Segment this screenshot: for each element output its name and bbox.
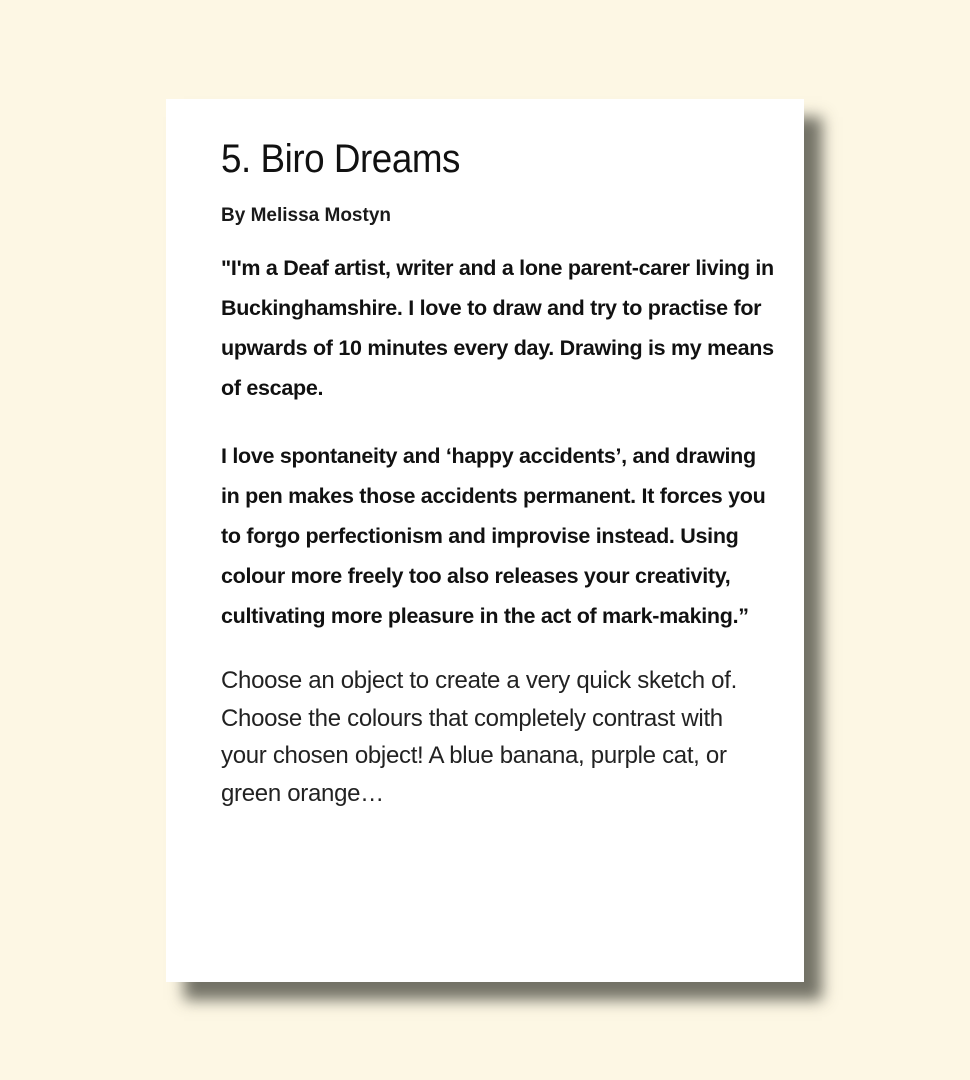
quote-paragraph-1: "I'm a Deaf artist, writer and a lone parent-carer living in Buckinghamshire. I love to draw and try to practise for upwards of 10 minutes every day. Drawing is my means of escape. xyxy=(221,256,774,400)
article-byline: By Melissa Mostyn xyxy=(221,205,391,226)
quote-paragraph-2: I love spontaneity and ‘happy accidents’, and drawing in pen makes those accidents permanent. It forces you to forgo perfectionism and improvise instead. Using colour more freely too also releases your creativity, cultivating more pleasure in the act of mark-making.” xyxy=(221,444,766,628)
article-title: 5. Biro Dreams xyxy=(221,137,460,181)
instructions-paragraph: Choose an object to create a very quick sketch of. Choose the colours that completely contrast with your chosen object! A blue banana, purple cat, or green orange… xyxy=(221,667,737,807)
article-card xyxy=(166,99,804,982)
